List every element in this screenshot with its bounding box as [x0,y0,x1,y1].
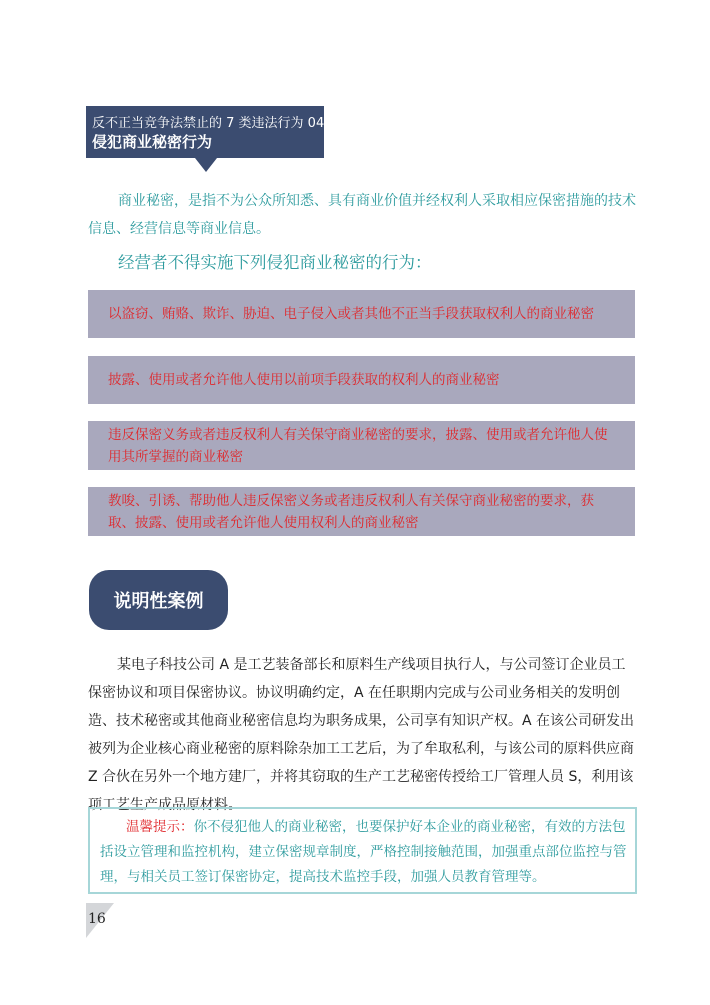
behavior-item [88,487,635,536]
behavior-item [88,421,635,470]
tip-box [88,807,637,894]
behavior-text: 教唆、引诱、帮助他人违反保密义务或者违反权利人有关保守商业秘密的要求，获取、披露、使用或者允许他人使用权利人的商业秘密 [108,492,594,531]
behavior-lead-text: 经营者不得实施下列侵犯商业秘密的行为： [118,253,432,272]
behavior-text: 违反保密义务或者违反权利人有关保守商业秘密的要求，披露、使用或者允许他人使用其所掌握的商业秘密 [108,426,608,465]
behavior-text: 以盗窃、贿赂、欺诈、胁迫、电子侵入或者其他不正当手段获取权利人的商业秘密 [108,306,594,322]
section-header [86,106,324,158]
case-paragraph: 某电子科技公司 A 是工艺装备部长和原料生产线项目执行人，与公司签订企业员工保密协议和项目保密协议。协议明确约定，A 在任职期内完成与公司业务相关的发明创造、技术秘密或其他商业秘密信息均为职务成果，公司享有知识产权。A 在该公司研发出被列为企业核心商业秘密的原料除杂加工工艺后，为了牟取私利，与该公司的原料供应商 Z 合伙在另外一个地方建厂，并将其窃取的生产工艺秘密传授给工厂管理人员 S，利用该项工艺生产成品原材料。 [88,657,635,813]
case-section-heading: 说明性案例 [89,570,228,630]
behavior-item [88,290,635,338]
definition-paragraph: 商业秘密，是指不为公众所知悉、具有商业价值并经权利人采取相应保密措施的技术信息、经营信息等商业信息。 [88,193,636,237]
page-number: 16 [88,911,106,927]
section-subtitle: 反不正当竞争法禁止的 7 类违法行为 04 [92,116,325,131]
behavior-item [88,356,635,404]
header-pointer [195,158,217,172]
tip-text: 你不侵犯他人的商业秘密，也要保护好本企业的商业秘密，有效的方法包括设立管理和监控机构，建立保密规章制度，严格控制接触范围，加强重点部位监控与管理，与相关员工签订保密协定，提高技术监控手段，加强人员教育管理等。 [100,819,627,885]
tip-label: 温馨提示： [126,819,194,835]
behavior-text: 披露、使用或者允许他人使用以前项手段获取的权利人的商业秘密 [108,372,500,388]
section-title: 侵犯商业秘密行为 [92,133,213,151]
